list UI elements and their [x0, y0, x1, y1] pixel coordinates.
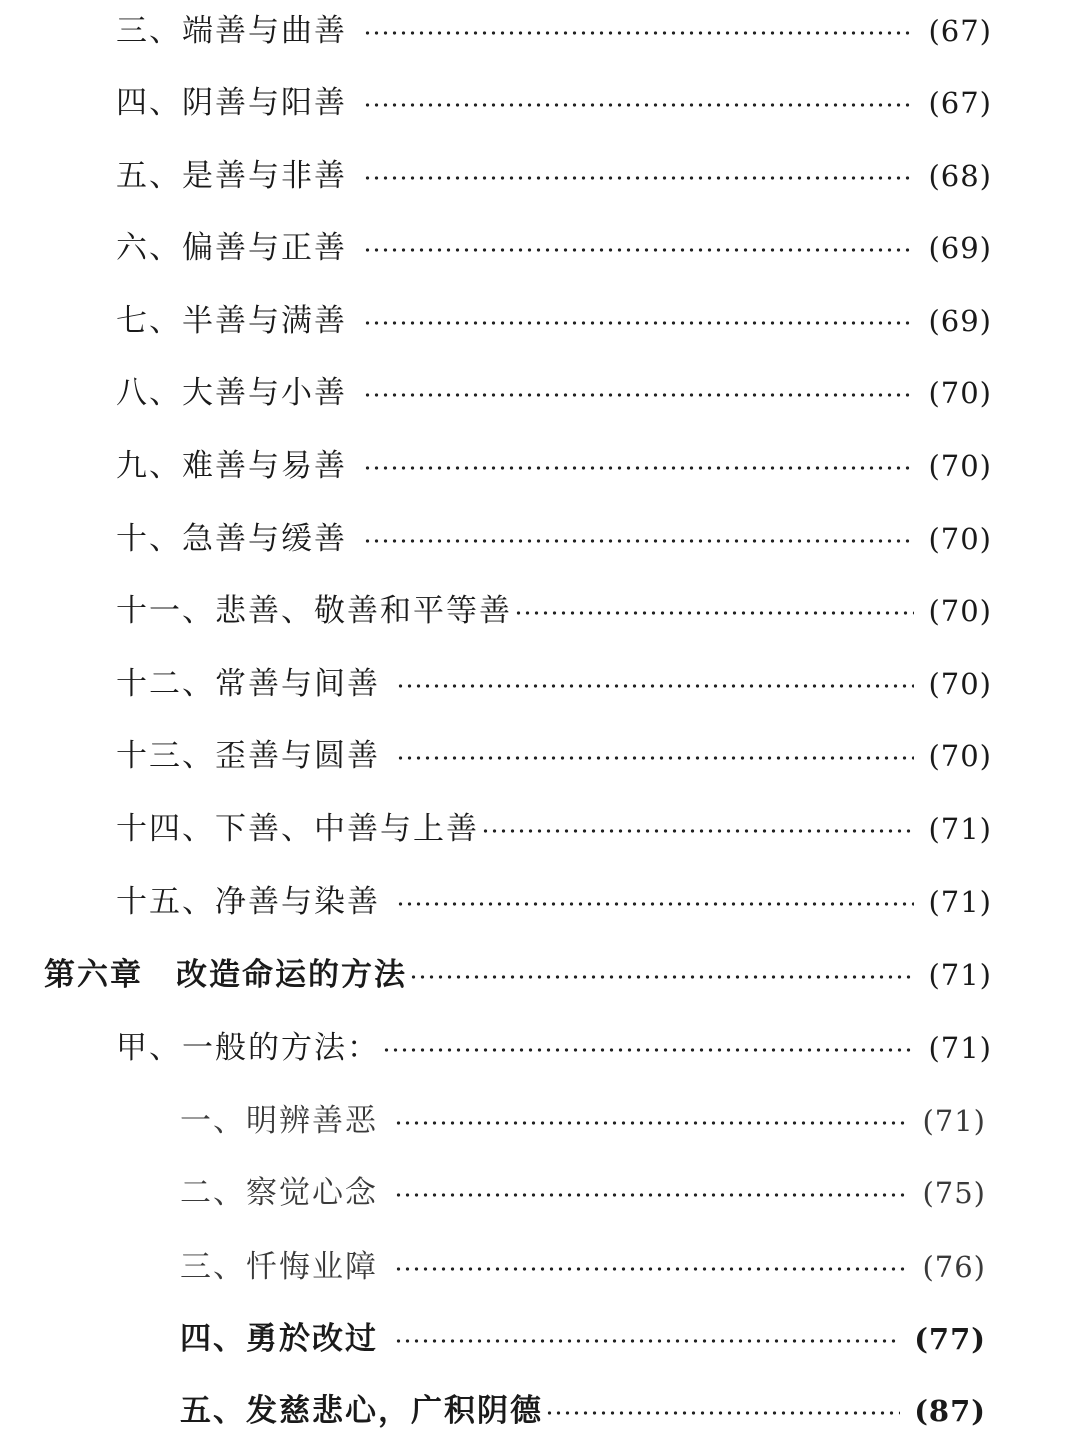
- dot-leader: [363, 539, 914, 543]
- dot-leader: [363, 466, 914, 470]
- dot-leader: [396, 684, 914, 688]
- toc-entry: [180, 1314, 986, 1364]
- toc-entry-page: (70): [928, 594, 992, 628]
- toc-entry: [116, 441, 992, 491]
- toc-section-heading: [116, 1023, 992, 1073]
- dot-leader: [363, 103, 914, 107]
- toc-entry: [116, 151, 992, 201]
- toc-entry-page: (69): [928, 231, 992, 265]
- toc-entry-title: 十四、下善、中善与上善: [116, 811, 479, 847]
- toc-entry-page: (71): [922, 1104, 986, 1138]
- toc-entry-page: (71): [928, 958, 992, 992]
- dot-leader: [363, 176, 914, 180]
- toc-entry-page: (70): [928, 522, 992, 556]
- toc-entry: [116, 659, 992, 709]
- toc-entry: [116, 731, 992, 781]
- toc-entry: [116, 514, 992, 564]
- toc-entry: [116, 877, 992, 927]
- toc-entry-page: (67): [928, 86, 992, 120]
- toc-entry-page: (77): [914, 1322, 986, 1356]
- toc-entry-page: (71): [928, 885, 992, 919]
- toc-chapter-heading: [44, 950, 992, 1000]
- dot-leader: [394, 1339, 900, 1343]
- toc-entry: [180, 1386, 986, 1436]
- dot-leader: [396, 756, 914, 760]
- toc-entry-title: 十二、常善与间善: [116, 666, 380, 702]
- toc-entry-title: 五、是善与非善: [116, 158, 347, 194]
- toc-entry: [116, 368, 992, 418]
- toc-entry-title: 二、察觉心念: [180, 1175, 378, 1211]
- dot-leader: [394, 1121, 908, 1125]
- toc-entry-page: (67): [928, 14, 992, 48]
- toc-entry-title: 第六章 改造命运的方法: [44, 957, 407, 993]
- toc-entry: [116, 78, 992, 128]
- toc-entry-title: 五、发慈悲心，广积阴德: [180, 1393, 543, 1429]
- toc-entry-title: 七、半善与满善: [116, 303, 347, 339]
- toc-entry: [116, 223, 992, 273]
- toc-entry-page: (87): [914, 1394, 986, 1428]
- toc-entry-title: 三、忏悔业障: [180, 1249, 378, 1285]
- toc-entry-page: (76): [922, 1250, 986, 1284]
- toc-entry-title: 十、急善与缓善: [116, 521, 347, 557]
- dot-leader: [382, 1048, 914, 1052]
- toc-entry: [116, 586, 992, 636]
- dot-leader: [481, 829, 914, 833]
- toc-entry-page: (68): [928, 159, 992, 193]
- dot-leader: [363, 31, 914, 35]
- toc-entry: [116, 804, 992, 854]
- toc-entry-page: (70): [928, 376, 992, 410]
- toc-entry-title: 十五、净善与染善: [116, 884, 380, 920]
- toc-entry-title: 三、端善与曲善: [116, 13, 347, 49]
- dot-leader: [545, 1411, 900, 1415]
- toc-entry-title: 甲、一般的方法：: [116, 1030, 380, 1066]
- toc-entry-title: 九、难善与易善: [116, 448, 347, 484]
- dot-leader: [394, 1193, 908, 1197]
- dot-leader: [363, 393, 914, 397]
- toc-entry-page: (69): [928, 304, 992, 338]
- toc-entry: [116, 296, 992, 346]
- toc-entry: [180, 1096, 986, 1146]
- dot-leader: [409, 975, 914, 979]
- dot-leader: [514, 611, 914, 615]
- toc-entry-page: (71): [928, 1031, 992, 1065]
- dot-leader: [363, 321, 914, 325]
- toc-entry: [116, 6, 992, 56]
- toc-entry-title: 十三、歪善与圆善: [116, 738, 380, 774]
- toc-entry-title: 四、勇於改过: [180, 1321, 378, 1357]
- dot-leader: [394, 1267, 908, 1271]
- toc-entry-page: (70): [928, 667, 992, 701]
- dot-leader: [363, 248, 914, 252]
- toc-entry-title: 十一、悲善、敬善和平等善: [116, 593, 512, 629]
- toc-entry-page: (70): [928, 449, 992, 483]
- toc-entry-title: 四、阴善与阳善: [116, 85, 347, 121]
- toc-entry-page: (71): [928, 812, 992, 846]
- dot-leader: [396, 902, 914, 906]
- toc-entry-title: 六、偏善与正善: [116, 230, 347, 266]
- toc-entry-page: (70): [928, 739, 992, 773]
- toc-entry-title: 八、大善与小善: [116, 375, 347, 411]
- toc-entry-page: (75): [922, 1176, 986, 1210]
- toc-entry: [180, 1242, 986, 1292]
- toc-entry: [180, 1168, 986, 1218]
- toc-entry-title: 一、明辨善恶: [180, 1103, 378, 1139]
